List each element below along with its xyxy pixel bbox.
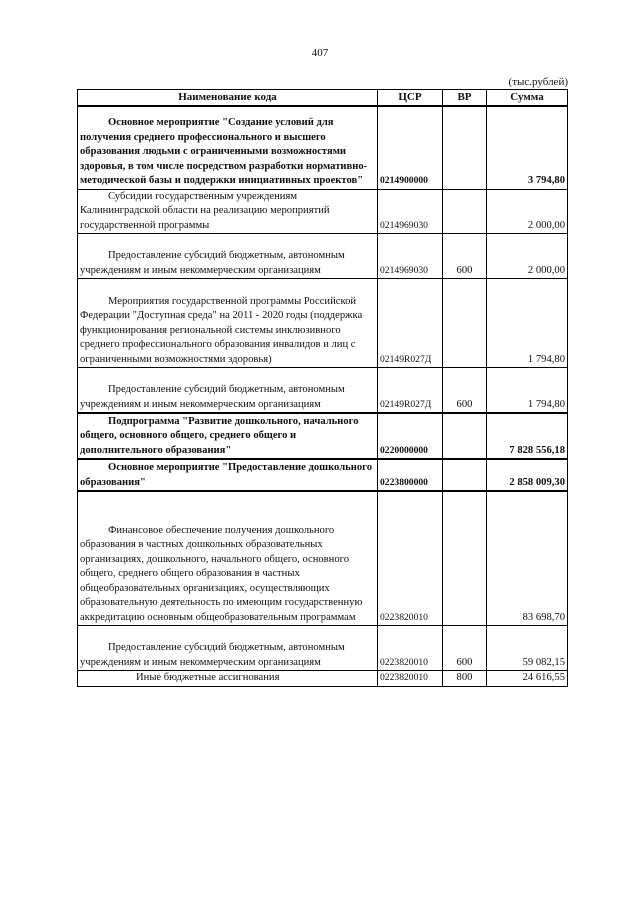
row-vr: 600 [443,234,487,279]
row-csr: 0214969030 [378,234,443,279]
row-csr: 02149R027Д [378,368,443,414]
table-row [78,234,568,279]
row-name: Подпрограмма "Развитие дошкольного, начального общего, основного общего, среднего общего и дополнительного образования" [78,413,378,459]
budget-table [77,89,568,687]
row-sum: 7 828 556,18 [487,413,568,459]
row-name: Основное мероприятие "Создание условий для получения среднего профессионального и высшего образования людьми с ограниченными возможностями здоровья, в том числе посредством разработки нормативно- методической базы и поддержки инициативных проектов" [78,106,378,190]
row-sum: 2 000,00 [487,234,568,279]
row-csr: 0223800000 [378,459,443,491]
row-vr: 600 [443,368,487,414]
header-name: Наименование кода [78,90,378,106]
table-header-row [78,90,568,106]
row-csr: 0214969030 [378,189,443,234]
table-row [78,491,568,626]
row-csr: 0223820010 [378,491,443,626]
table-row [78,626,568,671]
row-name: Субсидии государственным учреждениям Калининградской области на реализацию мероприятий государственной программы [78,189,378,234]
page-number: 407 [311,47,329,59]
row-sum: 24 616,55 [487,671,568,687]
row-vr [443,491,487,626]
table-row [78,413,568,459]
row-vr [443,189,487,234]
table-row [78,368,568,414]
row-sum: 2 000,00 [487,189,568,234]
row-name: Основное мероприятие "Предоставление дошкольного образования" [78,459,378,491]
row-csr: 02149R027Д [378,279,443,368]
row-csr: 0220000000 [378,413,443,459]
header-vr: ВР [443,90,487,106]
table-row [78,189,568,234]
row-sum: 1 794,80 [487,279,568,368]
row-csr: 0223820010 [378,626,443,671]
row-vr [443,279,487,368]
table-row [78,279,568,368]
table-row [78,459,568,491]
row-csr: 0214900000 [378,106,443,190]
row-sum: 2 858 009,30 [487,459,568,491]
row-vr: 600 [443,626,487,671]
row-name: Предоставление субсидий бюджетным, автономным учреждениям и иным некоммерческим организациям [78,368,378,414]
row-name: Предоставление субсидий бюджетным, автономным учреждениям и иным некоммерческим организациям [78,234,378,279]
row-name: Финансовое обеспечение получения дошкольного образования в частных дошкольных образовательных организациях, дошкольного, начального общего, основного общего, среднего общего образования в частных общеобразовательных организациях, осуществляющих образовательную деятельность по имеющим государственную аккредитацию основным общеобразовательным программам [78,491,378,626]
row-vr [443,413,487,459]
row-sum: 1 794,80 [487,368,568,414]
table-row [78,106,568,190]
row-name: Мероприятия государственной программы Российской Федерации "Доступная среда" на 2011 - 2020 годы (поддержка функционирования региональной системы инклюзивного среднего профессионального образования инвалидов и лиц с ограниченными возможностями здоровья) [78,279,378,368]
row-name: Предоставление субсидий бюджетным, автономным учреждениям и иным некоммерческим организациям [78,626,378,671]
row-vr [443,459,487,491]
row-vr: 800 [443,671,487,687]
row-vr [443,106,487,190]
units-label: (тыс.рублей) [508,76,568,88]
table-row [78,671,568,687]
header-csr: ЦСР [378,90,443,106]
header-sum: Сумма [487,90,568,106]
row-csr: 0223820010 [378,671,443,687]
row-name: Иные бюджетные ассигнования [78,671,378,687]
row-sum: 83 698,70 [487,491,568,626]
row-sum: 59 082,15 [487,626,568,671]
row-sum: 3 794,80 [487,106,568,190]
